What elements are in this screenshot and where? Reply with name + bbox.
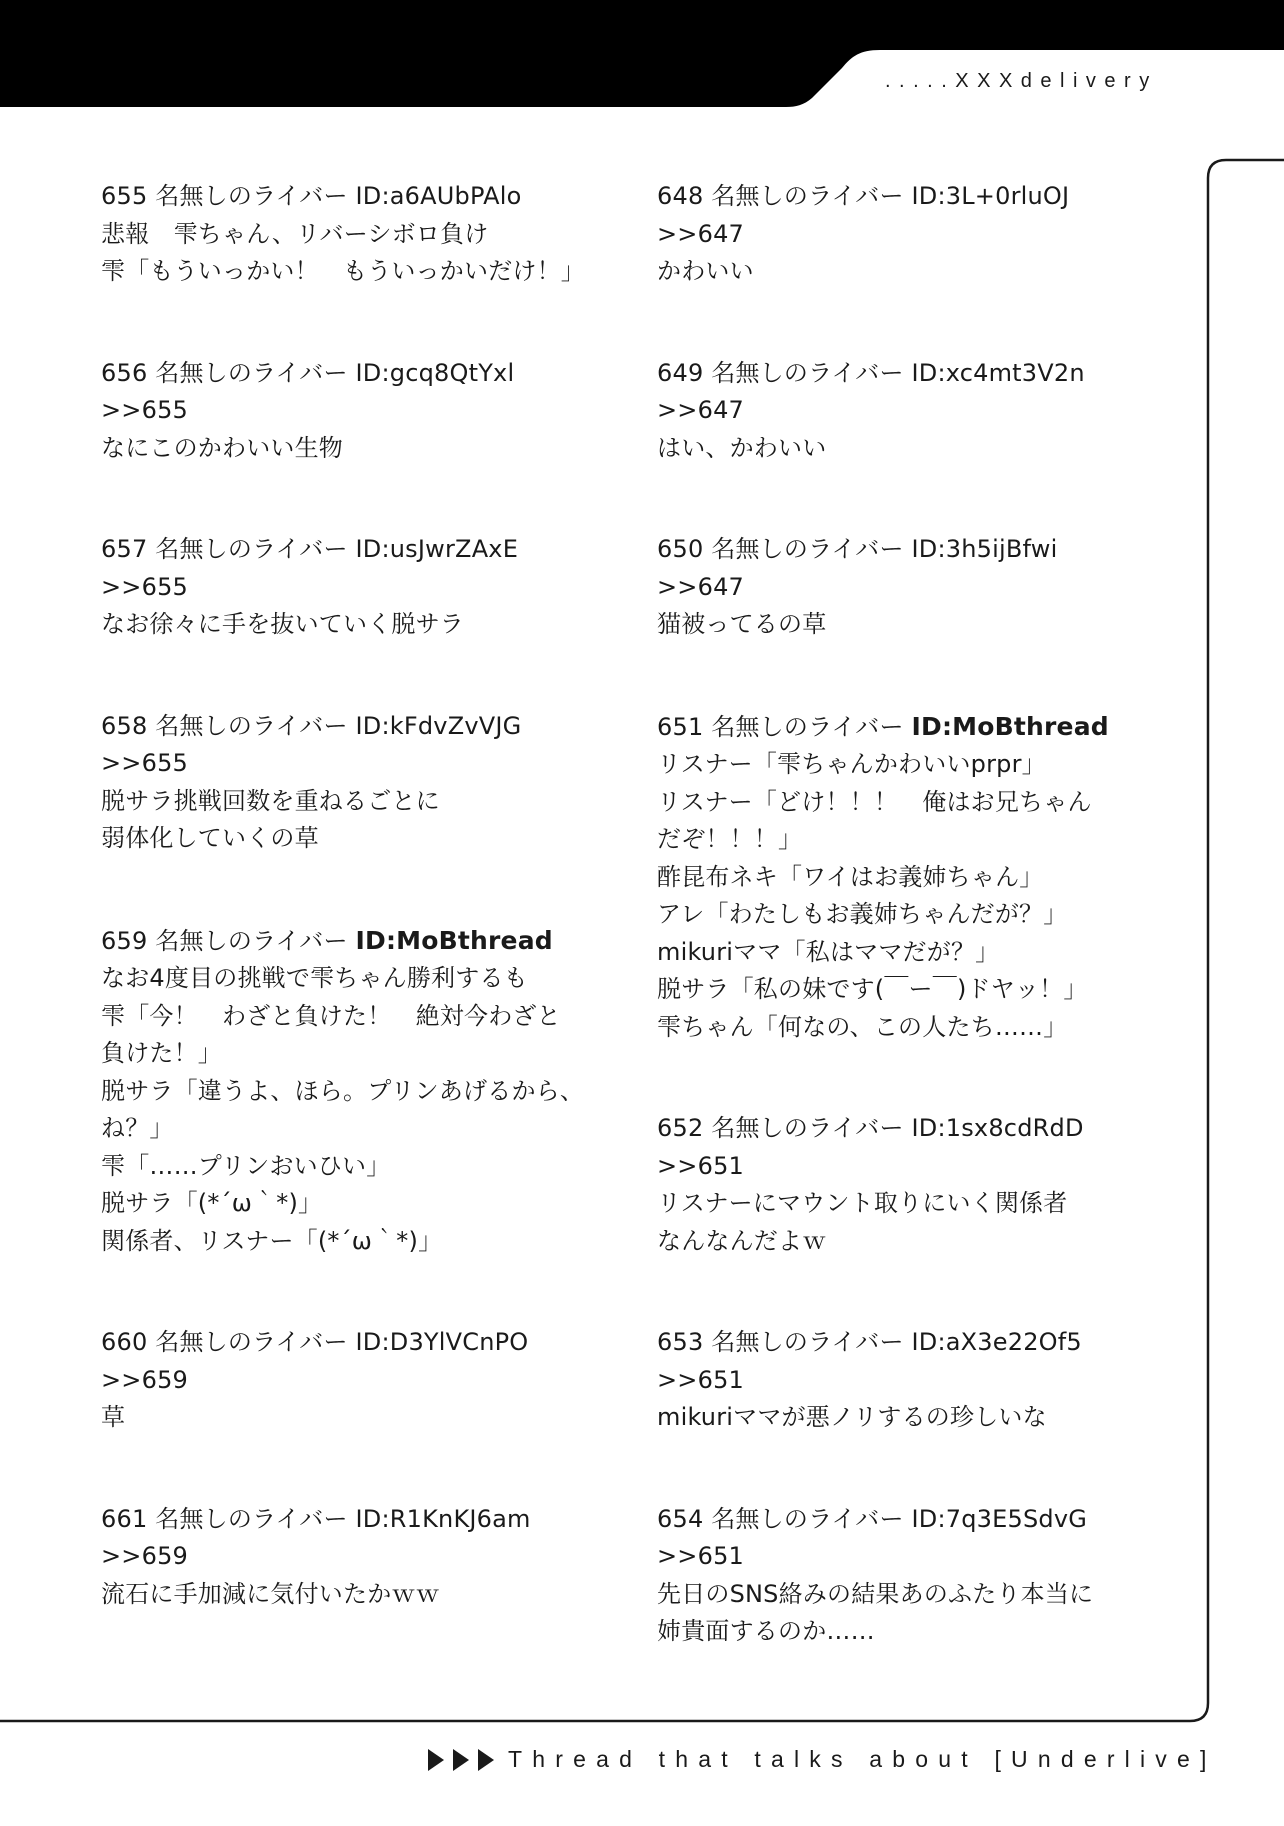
post-body-line: なお4度目の挑戦で雫ちゃん勝利するも bbox=[101, 964, 528, 992]
post-body-line: 雫「……プリンおいひい」 bbox=[101, 1151, 391, 1180]
thread-post bbox=[101, 355, 601, 468]
reply-reference-link[interactable]: >>647 bbox=[657, 219, 745, 248]
thread-post bbox=[101, 922, 601, 1261]
poster-name: 名無しのライバー bbox=[155, 926, 348, 955]
thread-post bbox=[101, 1501, 601, 1614]
post-body-line: 雫ちゃん「何なの、この人たち……」 bbox=[657, 1012, 1068, 1041]
post-header bbox=[101, 922, 601, 961]
reply-reference-link[interactable]: >>659 bbox=[101, 1365, 189, 1394]
poster-id: ID:1sx8cdRdD bbox=[911, 1114, 1084, 1142]
triple-play-arrows-icon bbox=[428, 1749, 494, 1771]
thread-post bbox=[657, 531, 1157, 644]
post-number: 660 bbox=[101, 1328, 148, 1356]
reply-reference-link[interactable]: >>655 bbox=[101, 396, 189, 424]
poster-id: ID:MoBthread bbox=[911, 711, 1109, 741]
post-body-line: 雫「もういっかい！ もういっかいだけ！」 bbox=[101, 257, 585, 285]
post-header bbox=[101, 531, 601, 569]
reply-reference-link[interactable]: >>655 bbox=[101, 572, 189, 601]
post-number: 658 bbox=[101, 711, 148, 740]
post-body-line: 猫被ってるの草 bbox=[657, 610, 827, 638]
poster-id: ID:kFdvZvVJG bbox=[355, 711, 522, 740]
post-body-line: だぞ！！！」 bbox=[657, 825, 803, 853]
post-header bbox=[101, 708, 601, 746]
play-arrow-icon bbox=[453, 1749, 469, 1771]
thread-post bbox=[101, 1324, 601, 1437]
post-number: 655 bbox=[101, 182, 148, 210]
post-number: 653 bbox=[657, 1328, 704, 1356]
thread-post bbox=[657, 178, 1157, 291]
post-body-line: 先日のSNS絡みの結果あのふたり本当に bbox=[657, 1579, 1094, 1608]
poster-id: ID:MoBthread bbox=[355, 925, 553, 955]
poster-name: 名無しのライバー bbox=[711, 182, 904, 210]
poster-id: ID:3h5ijBfwi bbox=[911, 535, 1058, 563]
thread-post bbox=[101, 531, 601, 644]
post-header bbox=[101, 1324, 601, 1362]
right-column bbox=[657, 178, 1157, 1715]
post-body-line: 草 bbox=[101, 1403, 126, 1431]
post-header bbox=[101, 1501, 601, 1539]
reply-reference-link[interactable]: >>651 bbox=[657, 1151, 745, 1180]
poster-id: ID:3L+0rluOJ bbox=[911, 182, 1070, 210]
poster-name: 名無しのライバー bbox=[711, 712, 904, 741]
left-column bbox=[101, 178, 601, 1677]
post-body-line: 酢昆布ネキ「ワイはお義姉ちゃん」 bbox=[657, 862, 1044, 891]
post-number: 654 bbox=[657, 1504, 704, 1533]
post-body-line: mikuriママが悪ノリするの珍しいな bbox=[657, 1403, 1047, 1431]
thread-post bbox=[657, 355, 1157, 468]
reply-reference-link[interactable]: >>659 bbox=[101, 1542, 189, 1570]
poster-name: 名無しのライバー bbox=[711, 1504, 904, 1533]
poster-id: ID:aX3e22Of5 bbox=[911, 1328, 1082, 1356]
post-body-line: 弱体化していくの草 bbox=[101, 824, 319, 852]
post-number: 650 bbox=[657, 535, 704, 563]
footer bbox=[428, 1746, 1217, 1773]
reply-reference-link[interactable]: >>651 bbox=[657, 1365, 745, 1394]
thread-post bbox=[657, 1110, 1157, 1260]
post-body-line: 雫「今！ わざと負けた！ 絶対今わざと bbox=[101, 1001, 561, 1030]
post-body-line: 脱サラ「私の妹です(￣ー￣)ドヤッ！」 bbox=[657, 975, 1088, 1003]
poster-id: ID:a6AUbPAlo bbox=[355, 182, 522, 210]
reply-reference-link[interactable]: >>647 bbox=[657, 572, 745, 601]
post-header bbox=[657, 531, 1157, 569]
thread-post bbox=[657, 1501, 1157, 1651]
post-body-line: なお徐々に手を抜いていく脱サラ bbox=[101, 610, 464, 638]
post-body-line: かわいい bbox=[657, 257, 754, 285]
post-body-line: 脱サラ「(*´ω｀*)」 bbox=[101, 1189, 323, 1217]
footer-text: Thread that talks about [Underlive] bbox=[508, 1746, 1217, 1772]
post-body-line: はい、かわいい bbox=[657, 433, 827, 462]
post-number: 661 bbox=[101, 1504, 148, 1533]
poster-name: 名無しのライバー bbox=[711, 1114, 904, 1142]
poster-name: 名無しのライバー bbox=[155, 358, 348, 387]
poster-id: ID:R1KnKJ6am bbox=[355, 1504, 531, 1533]
post-number: 659 bbox=[101, 926, 148, 955]
play-arrow-icon bbox=[478, 1749, 494, 1771]
reply-reference-link[interactable]: >>647 bbox=[657, 396, 745, 424]
post-number: 648 bbox=[657, 182, 704, 210]
post-body-line: 姉貴面するのか…… bbox=[657, 1617, 875, 1645]
poster-name: 名無しのライバー bbox=[155, 535, 348, 563]
header-band bbox=[0, 0, 1284, 110]
post-body-line: リスナーにマウント取りにいく関係者 bbox=[657, 1189, 1068, 1217]
post-number: 652 bbox=[657, 1114, 704, 1142]
play-arrow-icon bbox=[428, 1749, 444, 1771]
header-title: .....XXXdelivery bbox=[885, 70, 1158, 92]
post-number: 657 bbox=[101, 535, 148, 563]
poster-name: 名無しのライバー bbox=[711, 535, 904, 563]
post-number: 651 bbox=[657, 712, 704, 741]
poster-name: 名無しのライバー bbox=[155, 711, 348, 740]
poster-id: ID:gcq8QtYxl bbox=[355, 358, 515, 387]
post-header bbox=[657, 355, 1157, 393]
thread-post bbox=[101, 178, 601, 291]
post-body-line: 関係者、リスナー「(*´ω｀*)」 bbox=[101, 1226, 443, 1255]
post-body-line: 脱サラ「違うよ、ほら。プリンあげるから、 bbox=[101, 1076, 585, 1105]
poster-name: 名無しのライバー bbox=[155, 1504, 348, 1533]
post-body-line: アレ「わたしもお義姉ちゃんだが？」 bbox=[657, 900, 1068, 928]
thread-post bbox=[657, 708, 1157, 1047]
post-body-line: 負けた！」 bbox=[101, 1039, 222, 1067]
thread-post bbox=[101, 708, 601, 858]
poster-id: ID:xc4mt3V2n bbox=[911, 358, 1085, 387]
post-header bbox=[657, 1501, 1157, 1539]
post-header bbox=[657, 1110, 1157, 1148]
post-header bbox=[101, 178, 601, 216]
reply-reference-link[interactable]: >>651 bbox=[657, 1542, 745, 1570]
poster-name: 名無しのライバー bbox=[711, 358, 904, 387]
post-header bbox=[657, 1324, 1157, 1362]
post-number: 656 bbox=[101, 358, 148, 387]
post-body-line: mikuriママ「私はママだが？」 bbox=[657, 937, 1000, 966]
thread-post bbox=[657, 1324, 1157, 1437]
poster-name: 名無しのライバー bbox=[155, 182, 348, 210]
post-body-line: 流石に手加減に気付いたかｗｗ bbox=[101, 1579, 440, 1608]
post-header bbox=[657, 178, 1157, 216]
poster-name: 名無しのライバー bbox=[155, 1328, 348, 1356]
poster-id: ID:D3YlVCnPO bbox=[355, 1328, 529, 1356]
poster-id: ID:7q3E5SdvG bbox=[911, 1504, 1088, 1533]
poster-id: ID:usJwrZAxE bbox=[355, 535, 519, 563]
post-body-line: リスナー「雫ちゃんかわいいprpr」 bbox=[657, 750, 1046, 778]
post-header bbox=[657, 708, 1157, 747]
post-body-line: なんなんだよｗ bbox=[657, 1226, 827, 1255]
post-body-line: なにこのかわいい生物 bbox=[101, 433, 343, 462]
post-body-line: 悲報 雫ちゃん、リバーシボロ負け bbox=[101, 219, 489, 248]
poster-name: 名無しのライバー bbox=[711, 1328, 904, 1356]
post-header bbox=[101, 355, 601, 393]
post-body-line: 脱サラ挑戦回数を重ねるごとに bbox=[101, 786, 440, 815]
post-body-line: ね？」 bbox=[101, 1114, 174, 1142]
post-number: 649 bbox=[657, 358, 704, 387]
reply-reference-link[interactable]: >>655 bbox=[101, 749, 189, 777]
post-body-line: リスナー「どけ！！！ 俺はお兄ちゃん bbox=[657, 787, 1092, 816]
